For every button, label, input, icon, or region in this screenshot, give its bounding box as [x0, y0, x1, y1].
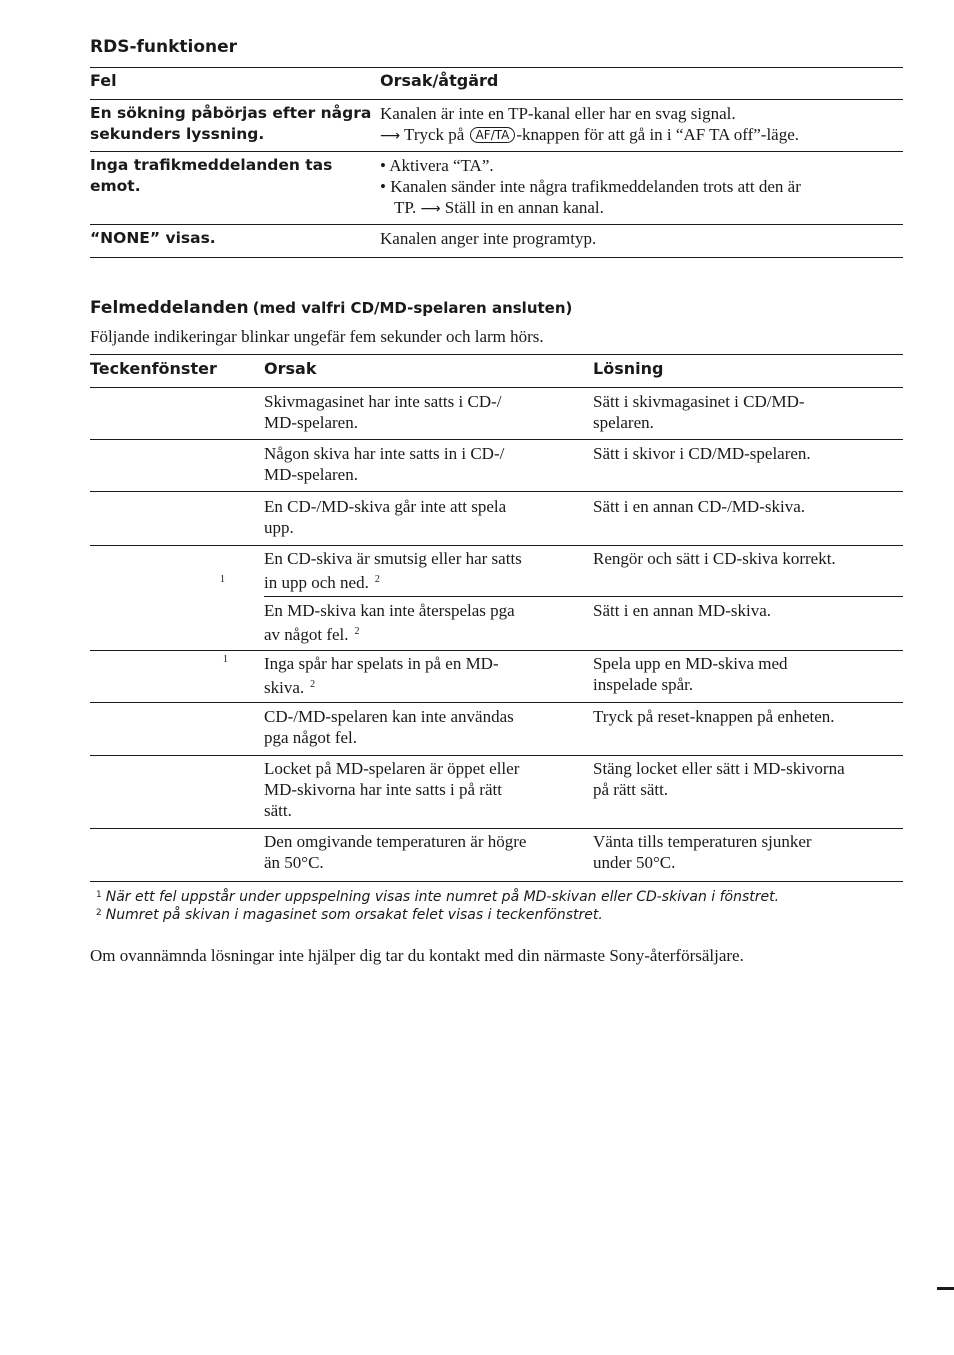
table-rule	[90, 755, 903, 756]
table-row-3-losning: Sätt i en annan CD-/MD-skiva.	[593, 497, 805, 516]
table-row-7-losning: Tryck på reset-knappen på enheten.	[593, 707, 835, 726]
arrow-right-icon: ⟶	[420, 201, 441, 217]
table-row-5-losning: Sätt i en annan MD-skiva.	[593, 601, 771, 620]
af-ta-button-icon: AF/TA	[470, 127, 516, 143]
table-row-1-orsak: Skivmagasinet har inte satts i CD-/ MD-spelaren.	[264, 392, 502, 432]
table-row-8-orsak: Locket på MD-spelaren är öppet eller MD-skivorna har inte satts i på rätt sätt.	[264, 759, 520, 820]
col-header-orsak: Orsak	[264, 359, 317, 378]
table-row-1-losning: Sätt i skivmagasinet i CD/MD- spelaren.	[593, 392, 805, 432]
rds-row-3-orsak: Kanalen anger inte programtyp.	[380, 229, 597, 248]
table-rule	[90, 828, 903, 829]
col-header-orsak: Orsak/åtgärd	[380, 71, 499, 90]
rds-row-1-orsak: Kanalen är inte en TP-kanal eller har en svag signal. ⟶ Tryck på AF/TA -knappen för att gå in i “AF TA off”-läge.	[380, 104, 800, 144]
footnote-2: $^2$ Numret på skivan i magasinet som orsakat felet visas i teckenfönstret.	[96, 907, 603, 923]
col-header-fel: Fel	[90, 71, 117, 90]
table-rule	[264, 596, 903, 597]
intro-text: Följande indikeringar blinkar ungefär fem sekunder och larm hörs.	[90, 327, 544, 346]
footnote-marker: 1	[220, 574, 225, 585]
table-row-4-orsak: En CD-skiva är smutsig eller har satts in upp och ned. $^2$	[264, 549, 522, 592]
table-row-9-orsak: Den omgivande temperaturen är högre än 50°C.	[264, 832, 527, 872]
rds-row-2-orsak: • Aktivera “TA”. • Kanalen sänder inte några trafikmeddelanden trots att den är TP. ⟶ Ställ in en annan kanal.	[380, 156, 801, 217]
table-rule	[90, 257, 903, 258]
table-rule	[90, 151, 903, 152]
col-header-teckenfonster: Teckenfönster	[90, 359, 217, 378]
footnote-marker: 2	[310, 679, 316, 690]
table-row-3-orsak: En CD-/MD-skiva går inte att spela upp.	[264, 497, 507, 537]
table-rule	[90, 545, 903, 546]
footnote-marker: 1	[223, 654, 228, 665]
table-rule	[90, 387, 903, 388]
table-rule	[90, 99, 903, 100]
footnote-marker: 2	[354, 626, 360, 637]
col-header-losning: Lösning	[593, 359, 664, 378]
table-row-9-losning: Vänta tills temperaturen sjunker under 50°C.	[593, 832, 812, 872]
table-rule	[90, 650, 903, 651]
table-row-6-losning: Spela upp en MD-skiva med inspelade spår.	[593, 654, 788, 694]
table-row-4-losning: Rengör och sätt i CD-skiva korrekt.	[593, 549, 836, 568]
table-rule	[90, 224, 903, 225]
table-row-8-losning: Stäng locket eller sätt i MD-skivorna på rätt sätt.	[593, 759, 845, 799]
table-row-2-losning: Sätt i skivor i CD/MD-spelaren.	[593, 444, 811, 463]
arrow-right-icon: ⟶	[380, 128, 401, 144]
footnote-marker: 2	[374, 574, 380, 585]
rds-row-3-fel: “NONE” visas.	[90, 229, 216, 247]
rds-row-2-fel: Inga trafikmeddelanden tas emot.	[90, 156, 333, 195]
table-rule	[90, 702, 903, 703]
table-row-5-orsak: En MD-skiva kan inte återspelas pga av något fel. $^2$	[264, 601, 515, 644]
closing-text: Om ovannämnda lösningar inte hjälper dig tar du kontakt med din närmaste Sony-återförsäljare.	[90, 946, 744, 965]
table-rule	[90, 439, 903, 440]
table-rule	[90, 354, 903, 355]
table-rule	[90, 491, 903, 492]
rds-heading: RDS-funktioner	[90, 37, 238, 57]
rds-row-1-fel: En sökning påbörjas efter några sekunders lyssning.	[90, 104, 372, 143]
footnote-1: $^1$ När ett fel uppstår under uppspelning visas inte numret på MD-skivan eller CD-skivan i fönstret.	[96, 889, 780, 905]
table-row-7-orsak: CD-/MD-spelaren kan inte användas pga något fel.	[264, 707, 514, 747]
felmeddelanden-heading: Felmeddelanden (med valfri CD/MD-spelaren ansluten)	[90, 298, 573, 318]
table-row-6-orsak: Inga spår har spelats in på en MD- skiva. $^2$	[264, 654, 499, 697]
page-edge-mark	[937, 1287, 954, 1290]
table-rule	[90, 881, 903, 882]
table-row-2-orsak: Någon skiva har inte satts in i CD-/ MD-spelaren.	[264, 444, 505, 484]
table-rule	[90, 67, 903, 68]
